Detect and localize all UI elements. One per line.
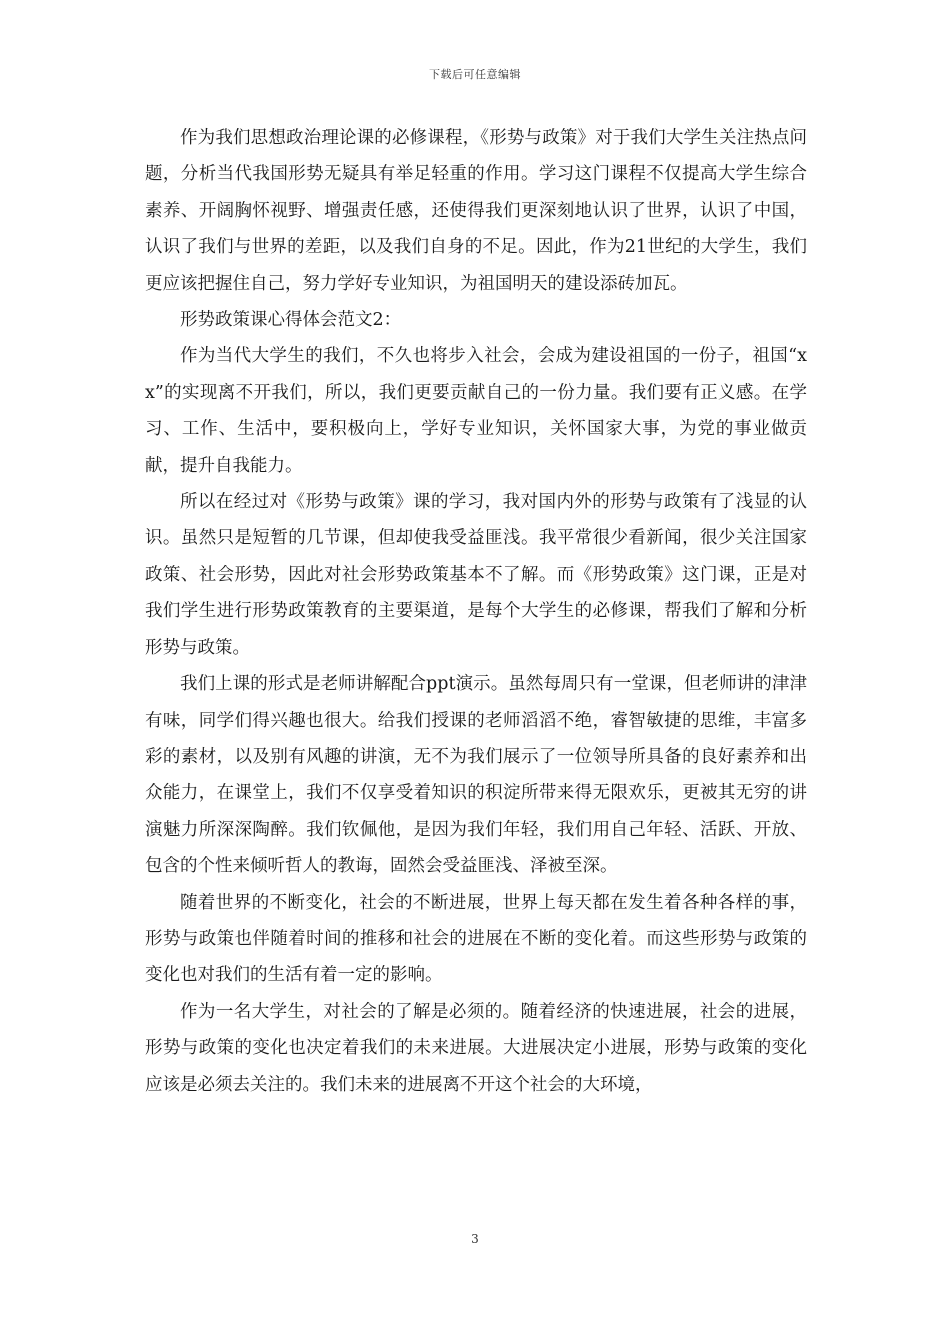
document-body	[145, 120, 807, 1103]
paragraph: 我们上课的形式是老师讲解配合ppt演示。虽然每周只有一堂课，但老师讲的津津有味，同学们得兴趣也很大。给我们授课的老师滔滔不绝，睿智敏捷的思维，丰富多彩的素材，以及别有风趣的讲演，无不为我们展示了一位领导所具备的良好素养和出众能力，在课堂上，我们不仅享受着知识的积淀所带来得无限欢乐，更被其无穷的讲演魅力所深深陶醉。我们钦佩他，是因为我们年轻，我们用自己年轻、活跃、开放、包含的个性来倾听哲人的教诲，固然会受益匪浅、泽被至深。	[145, 674, 807, 877]
page-header: 下载后可任意编辑	[429, 68, 521, 81]
paragraph: 所以在经过对《形势与政策》课的学习，我对国内外的形势与政策有了浅显的认识。虽然只是短暂的几节课，但却使我受益匪浅。我平常很少看新闻，很少关注国家政策、社会形势，因此对社会形势政策基本不了解。而《形势政策》这门课，正是对我们学生进行形势政策教育的主要渠道，是每个大学生的必修课，帮我们了解和分析形势与政策。	[145, 492, 807, 658]
paragraph: 作为一名大学生，对社会的了解是必须的。随着经济的快速进展，社会的进展，形势与政策的变化也决定着我们的未来进展。大进展决定小进展，形势与政策的变化应该是必须去关注的。我们未来的进展离不开这个社会的大环境，	[145, 1001, 807, 1095]
paragraph: 作为我们思想政治理论课的必修课程，《形势与政策》对于我们大学生关注热点问题，分析当代我国形势无疑具有举足轻重的作用。学习这门课程不仅提高大学生综合素养、开阔胸怀视野、增强责任感，还使得我们更深刻地认识了世界，认识了中国，认识了我们与世界的差距，以及我们自身的不足。因此，作为21世纪的大学生，我们更应该把握住自己，努力学好专业知识，为祖国明天的建设添砖加瓦。	[145, 128, 807, 294]
page-number: 3	[471, 1232, 479, 1246]
paragraph: 随着世界的不断变化，社会的不断进展，世界上每天都在发生着各种各样的事，形势与政策也伴随着时间的推移和社会的进展在不断的变化着。而这些形势与政策的变化也对我们的生活有着一定的影响。	[145, 892, 807, 986]
section-heading: 形势政策课心得体会范文2：	[180, 310, 402, 331]
paragraph: 作为当代大学生的我们，不久也将步入社会，会成为建设祖国的一份子，祖国“xx”的实现离不开我们，所以，我们更要贡献自己的一份力量。我们要有正义感。在学习、工作、生活中，要积极向上，学好专业知识，关怀国家大事，为党的事业做贡献，提升自我能力。	[145, 346, 807, 476]
